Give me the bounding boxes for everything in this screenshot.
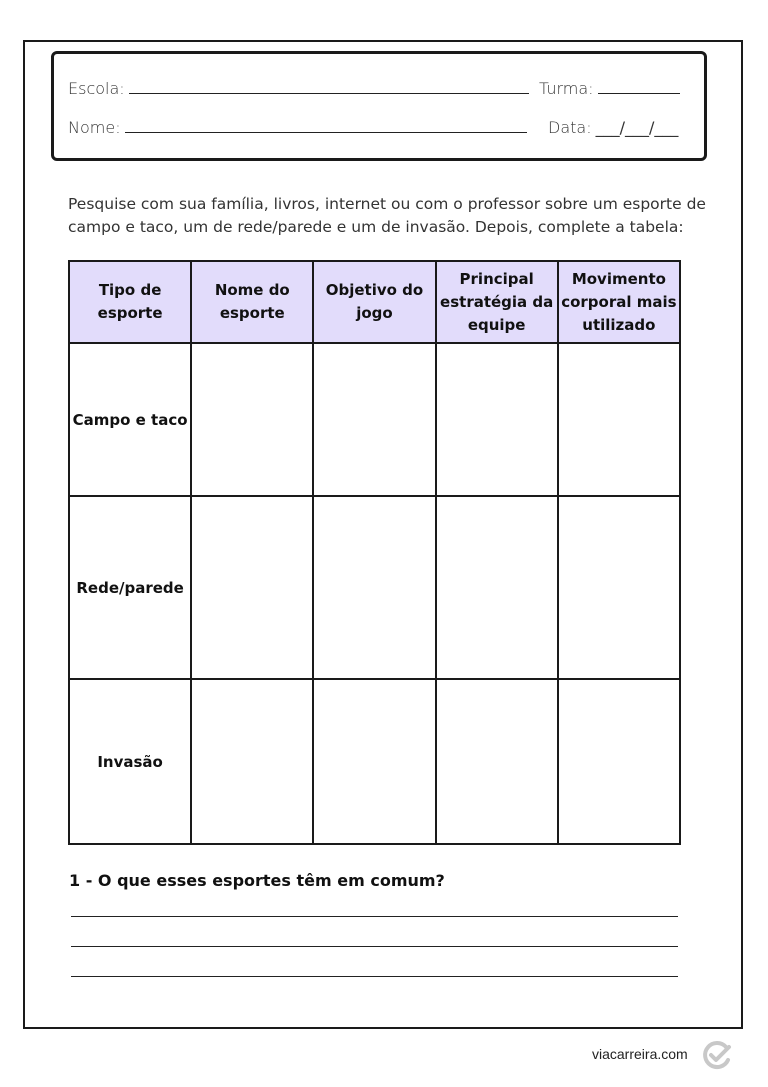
name-blank-line[interactable] [125, 118, 527, 133]
name-label: Nome: [68, 118, 121, 137]
header-sport-name: Nome do esporte [191, 261, 313, 343]
answer-cell[interactable] [191, 679, 313, 844]
answer-line-1[interactable] [71, 916, 678, 917]
name-row [68, 118, 527, 137]
school-blank-line[interactable] [129, 79, 529, 94]
instructions-text: Pesquise com sua família, livros, internet ou com o professor sobre um esporte de campo e taco, um de rede/parede e um de invasão. Depois, complete a tabela: [68, 195, 706, 236]
school-row [68, 79, 529, 98]
date-field [548, 118, 678, 137]
checkmark-logo-icon [700, 1038, 734, 1072]
sport-table [68, 260, 681, 845]
brand-text: viacarreira.com [592, 1046, 688, 1062]
answer-cell[interactable] [313, 343, 435, 496]
answer-cell[interactable] [558, 343, 680, 496]
table-row [69, 496, 680, 679]
class-label: Turma: [539, 79, 594, 98]
row-type-invasao: Invasão [69, 679, 191, 844]
header-body-movement: Movimento corporal mais utilizado [558, 261, 680, 343]
table-row [69, 343, 680, 496]
row-type-campo-e-taco: Campo e taco [69, 343, 191, 496]
table-row [69, 679, 680, 844]
question-1: 1 - O que esses esportes têm em comum? [69, 871, 445, 890]
answer-cell[interactable] [436, 679, 558, 844]
answer-cell[interactable] [436, 343, 558, 496]
table-header-row [69, 261, 680, 343]
answer-cell[interactable] [558, 496, 680, 679]
answer-cell[interactable] [191, 343, 313, 496]
answer-line-2[interactable] [71, 946, 678, 947]
header-sport-type: Tipo de esporte [69, 261, 191, 343]
answer-cell[interactable] [191, 496, 313, 679]
answer-cell[interactable] [313, 679, 435, 844]
date-label: Data: [548, 118, 592, 137]
header-team-strategy: Principal estratégia da equipe [436, 261, 558, 343]
header-game-objective: Objetivo do jogo [313, 261, 435, 343]
answer-cell[interactable] [436, 496, 558, 679]
date-blank[interactable]: ___/___/___ [595, 118, 679, 137]
class-blank-line[interactable] [598, 79, 680, 94]
answer-line-3[interactable] [71, 976, 678, 977]
student-info-box [51, 51, 707, 161]
row-type-rede-parede: Rede/parede [69, 496, 191, 679]
answer-cell[interactable] [558, 679, 680, 844]
school-label: Escola: [68, 79, 125, 98]
class-field [539, 79, 680, 98]
answer-cell[interactable] [313, 496, 435, 679]
